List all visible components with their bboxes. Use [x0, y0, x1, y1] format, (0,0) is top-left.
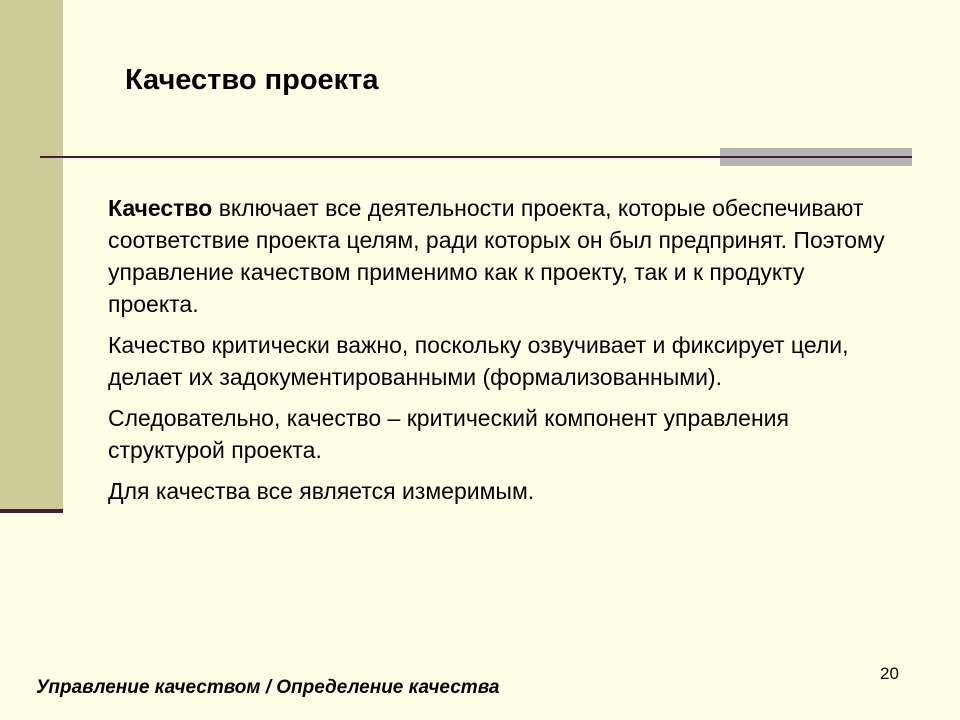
paragraph-3: Следовательно, качество – критический компонент управления структурой проекта.: [108, 405, 789, 463]
slide-body: [108, 192, 888, 516]
paragraph-1-text: включает все деятельности проекта, которые обеспечивают соответствие проекта целям, ради которых он был предпринят. Поэтому управление качеством применимо как к проекту, так и к продукту проекта.: [108, 195, 885, 317]
left-band-divider: [0, 509, 63, 513]
paragraph-2: Качество критически важно, поскольку озвучивает и фиксирует цели, делает их задокументированными (формализованными).: [108, 332, 849, 390]
slide-footer: Управление качеством / Определение качества: [36, 677, 500, 698]
slide-title: Качество проекта: [125, 64, 379, 96]
page-number: 20: [880, 664, 899, 683]
paragraph-1-lead: Качество: [108, 195, 213, 221]
left-decorative-band: [0, 0, 63, 510]
title-divider-accent-line: [720, 156, 912, 158]
paragraph-1: [108, 192, 888, 320]
paragraph-4: Для качества все является измеримым.: [108, 478, 535, 504]
